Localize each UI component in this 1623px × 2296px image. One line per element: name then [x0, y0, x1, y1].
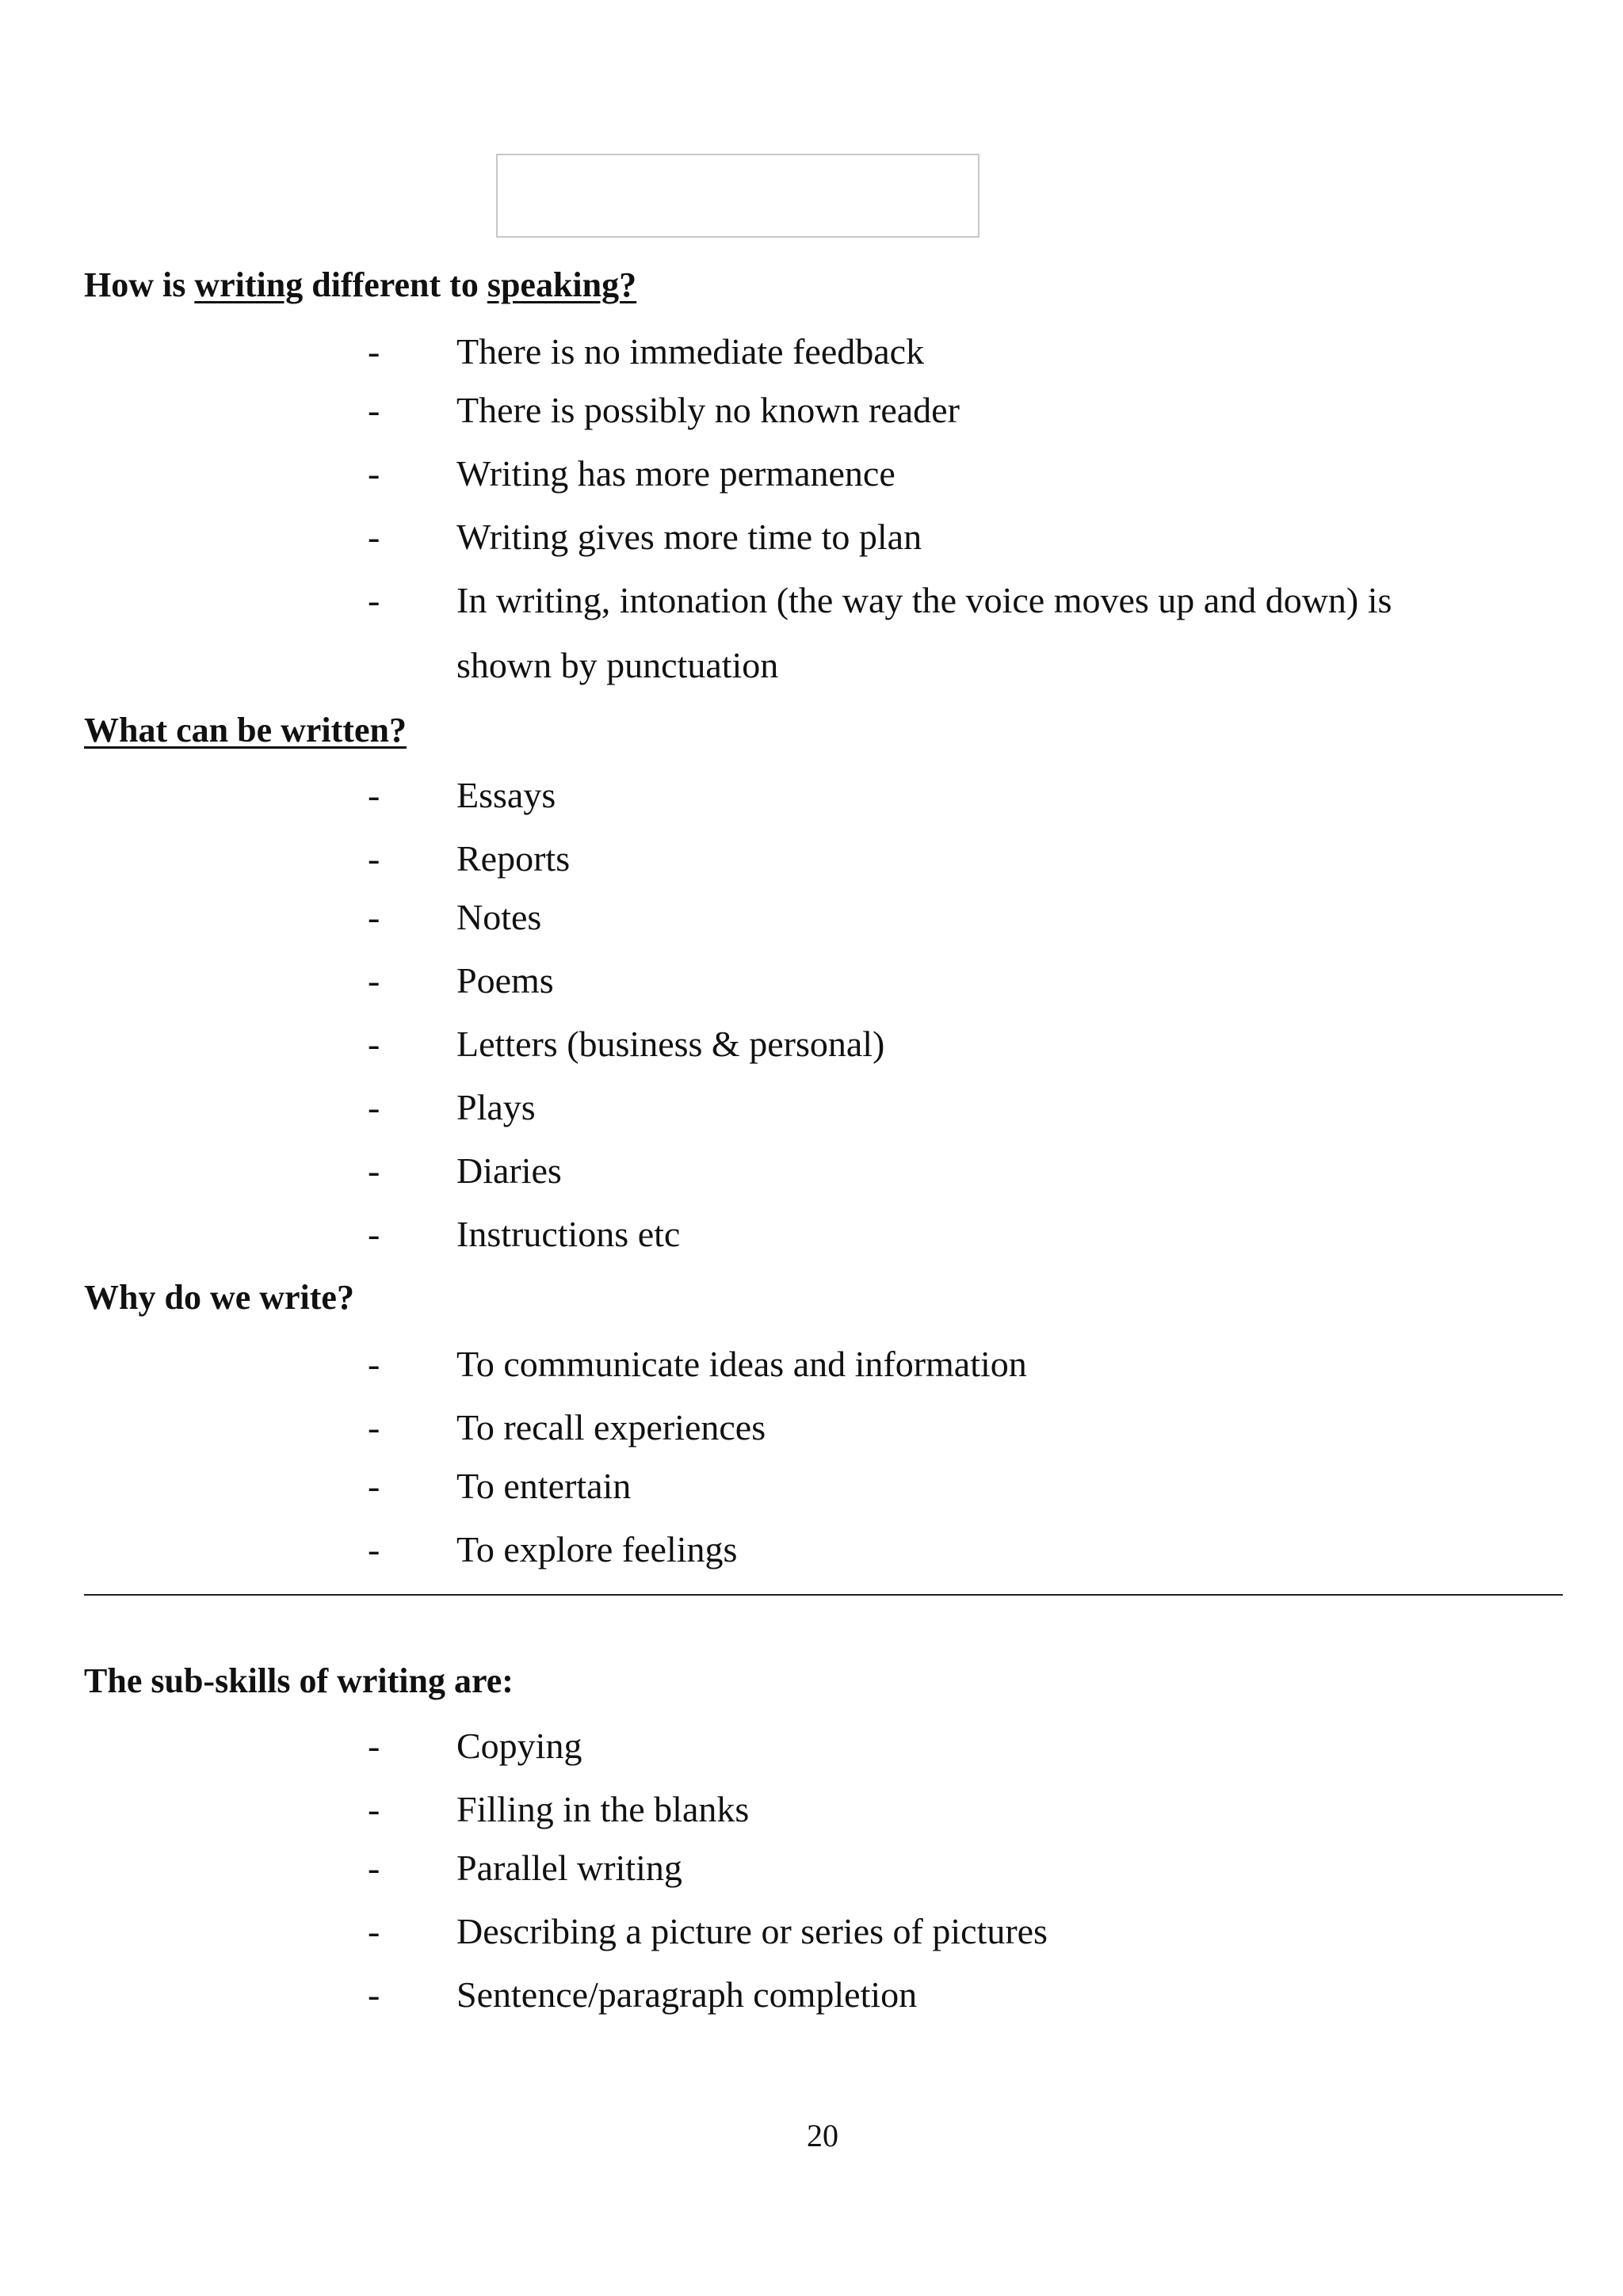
heading-what-can-be-written: What can be written? — [84, 711, 407, 749]
list-item-text: There is no immediate feedback — [456, 331, 925, 372]
bullet-dash: - — [368, 1974, 380, 2015]
bullet-dash: - — [368, 1529, 380, 1569]
list-item-text: Letters (business & personal) — [456, 1024, 885, 1064]
page-number: 20 — [807, 2118, 838, 2153]
list-item-text: Writing has more permanence — [456, 453, 896, 494]
heading-part: different to — [303, 265, 487, 304]
heading-part-underlined: speaking? — [487, 265, 637, 304]
heading-why-do-we-write: Why do we write? — [84, 1278, 354, 1317]
bullet-dash: - — [368, 517, 380, 557]
list-item-text: Describing a picture or series of pictures — [456, 1911, 1048, 1951]
bullet-dash: - — [368, 1344, 380, 1384]
list-item-text: In writing, intonation (the way the voice moves up and down) is — [456, 580, 1392, 620]
bullet-dash: - — [368, 1150, 380, 1191]
list-item-text: Notes — [456, 897, 542, 937]
bullet-dash: - — [368, 1466, 380, 1506]
list-item-text: Writing gives more time to plan — [456, 517, 922, 557]
list-item-text: Poems — [456, 960, 554, 1001]
list-item-text: Instructions etc — [456, 1214, 681, 1254]
bullet-dash: - — [368, 1789, 380, 1829]
bullet-dash: - — [368, 1214, 380, 1254]
list-item-text: Copying — [456, 1726, 582, 1766]
bullet-dash: - — [368, 1848, 380, 1888]
list-item-text: To communicate ideas and information — [456, 1344, 1027, 1384]
heading-sub-skills: The sub-skills of writing are: — [84, 1661, 514, 1700]
bullet-dash: - — [368, 331, 380, 372]
bullet-dash: - — [368, 1024, 380, 1064]
list-item-text: Plays — [456, 1087, 536, 1127]
list-item-text: To entertain — [456, 1466, 632, 1506]
list-item-text: Essays — [456, 775, 556, 815]
heading-writing-vs-speaking — [84, 265, 636, 306]
heading-part: How is — [84, 265, 195, 304]
list-item-text: shown by punctuation — [456, 645, 779, 685]
list-item-text: Sentence/paragraph completion — [456, 1974, 918, 2015]
bullet-dash: - — [368, 580, 380, 620]
bullet-dash: - — [368, 1087, 380, 1127]
list-item-text: There is possibly no known reader — [456, 390, 960, 430]
bullet-dash: - — [368, 960, 380, 1001]
bullet-dash: - — [368, 1911, 380, 1951]
bullet-dash: - — [368, 1407, 380, 1447]
list-item-text: Reports — [456, 838, 571, 879]
bullet-dash: - — [368, 453, 380, 494]
bullet-dash: - — [368, 1726, 380, 1766]
list-item-text: To recall experiences — [456, 1407, 766, 1447]
horizontal-divider — [84, 1594, 1563, 1596]
list-item-text: Diaries — [456, 1150, 562, 1191]
bullet-dash: - — [368, 838, 380, 879]
empty-header-box — [496, 154, 980, 238]
heading-part-underlined: writing — [194, 265, 304, 304]
bullet-dash: - — [368, 775, 380, 815]
list-item-text: Filling in the blanks — [456, 1789, 750, 1829]
bullet-dash: - — [368, 390, 380, 430]
bullet-dash: - — [368, 897, 380, 937]
list-item-text: To explore feelings — [456, 1529, 738, 1569]
list-item-text: Parallel writing — [456, 1848, 682, 1888]
